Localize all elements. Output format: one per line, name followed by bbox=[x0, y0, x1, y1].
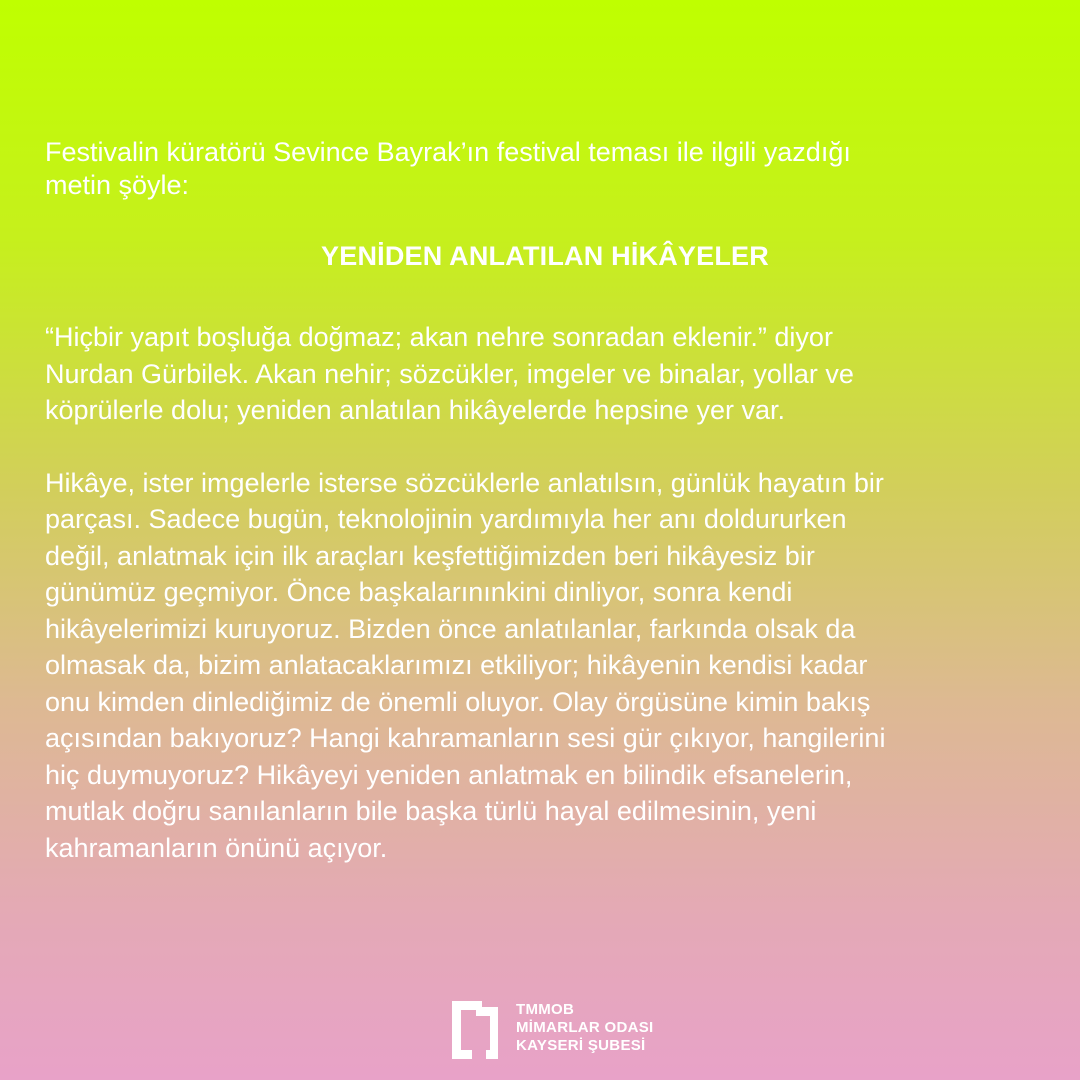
tmmob-logo-icon bbox=[452, 1001, 506, 1059]
paragraph-line: değil, anlatmak için ilk araçları keşfettiğimizden beri hikâyesiz bir bbox=[45, 540, 815, 571]
paragraph-1 bbox=[45, 319, 1045, 429]
logo-line-mimarlar-odasi: MİMARLAR ODASI bbox=[516, 1019, 654, 1036]
paragraph-line: köprülerle dolu; yeniden anlatılan hikâyelerde hepsine yer var. bbox=[45, 395, 785, 425]
paragraph-line: mutlak doğru sanılanların bile başka türlü hayal edilmesinin, yeni bbox=[45, 796, 817, 826]
intro-line: Festivalin küratörü Sevince Bayrak’ın festival teması ile ilgili yazdığı bbox=[45, 137, 851, 167]
intro-text bbox=[45, 136, 1045, 202]
intro-line: metin şöyle: bbox=[45, 170, 190, 200]
tmmob-logo bbox=[452, 1001, 654, 1059]
paragraph-line: Hikâye, ister imgelerle isterse sözcüklerle anlatılsın, günlük hayatın bir bbox=[45, 467, 884, 498]
logo-line-tmmob: TMMOB bbox=[516, 1001, 575, 1018]
paragraph-2 bbox=[45, 465, 1045, 867]
paragraph-line: hikâyelerimizi kuruyoruz. Bizden önce anlatılanlar, farkında olsak da bbox=[45, 613, 856, 644]
paragraph-line: açısından bakıyoruz? Hangi kahramanların sesi gür çıkıyor, hangilerini bbox=[45, 723, 886, 753]
paragraph-line: onu kimden dinlediğimiz de önemli oluyor. Olay örgüsüne kimin bakış bbox=[45, 686, 871, 717]
paragraph-line: Nurdan Gürbilek. Akan nehir; sözcükler, imgeler ve binalar, yollar ve bbox=[45, 358, 854, 389]
logo-line-kayseri-subesi: KAYSERİ ŞUBESİ bbox=[516, 1037, 646, 1054]
article-content bbox=[45, 136, 1045, 866]
paragraph-line: parçası. Sadece bugün, teknolojinin yardımıyla her anı doldururken bbox=[45, 504, 847, 534]
paragraph-line: günümüz geçmiyor. Önce başkalarınınkini dinliyor, sonra kendi bbox=[45, 577, 793, 607]
paragraph-line: hiç duymuyoruz? Hikâyeyi yeniden anlatmak en bilindik efsanelerin, bbox=[45, 759, 853, 790]
paragraph-line: “Hiçbir yapıt boşluğa doğmaz; akan nehre sonradan eklenir.” diyor bbox=[45, 322, 833, 352]
article-heading: YENİDEN ANLATILAN HİKÂYELER bbox=[321, 241, 769, 271]
paragraph-line: olmasak da, bizim anlatacaklarımızı etkiliyor; hikâyenin kendisi kadar bbox=[45, 650, 868, 680]
paragraph-line: kahramanların önünü açıyor. bbox=[45, 832, 388, 863]
logo-text bbox=[516, 1001, 654, 1055]
